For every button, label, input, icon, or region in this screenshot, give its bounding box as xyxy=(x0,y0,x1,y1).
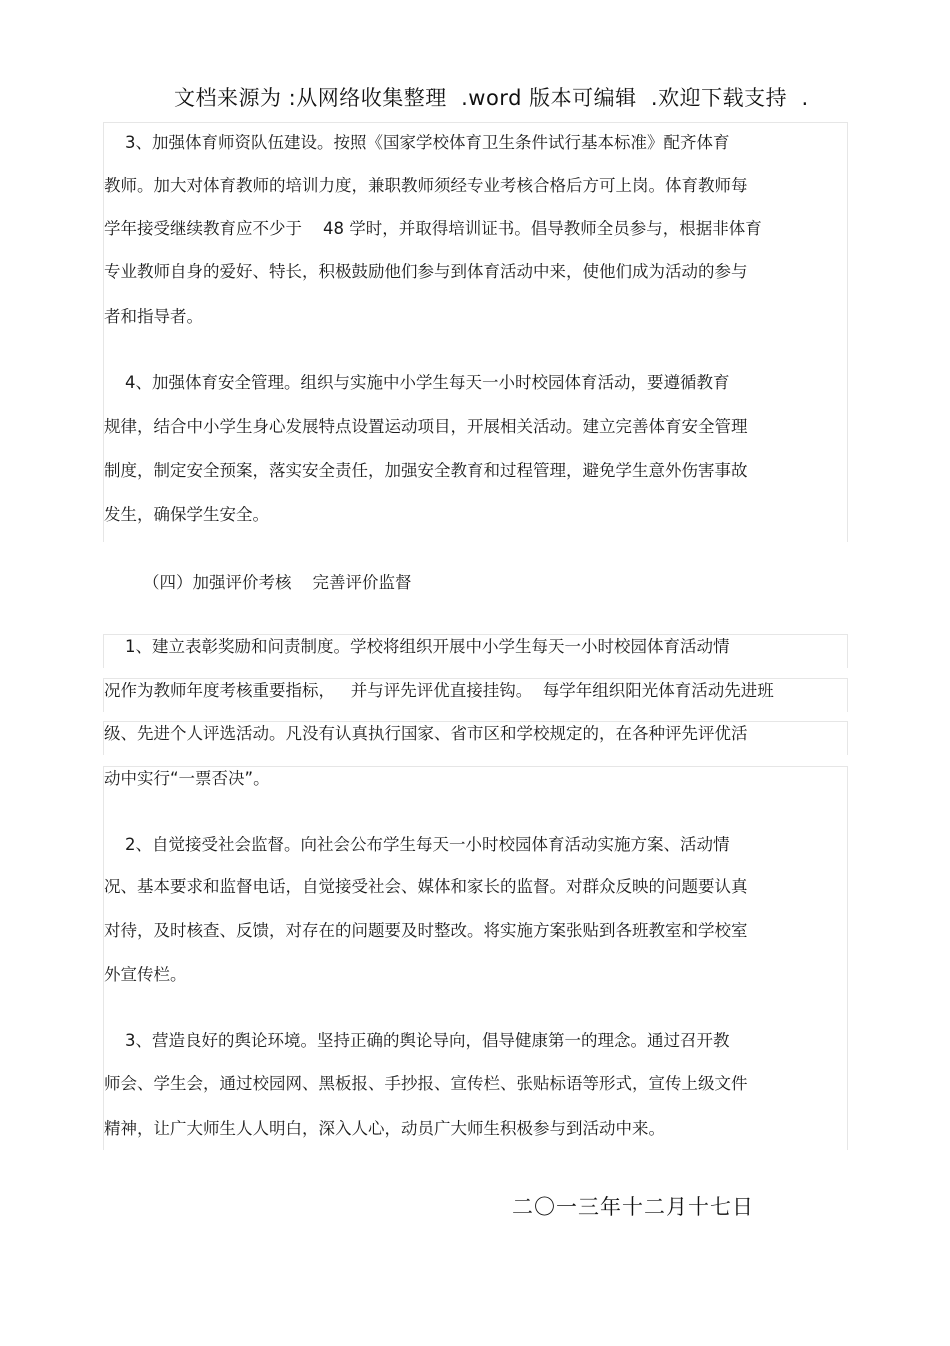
paragraph-line: 教师。加大对体育教师的培训力度，兼职教师须经专业考核合格后方可上岗。体育教师每 xyxy=(104,176,748,195)
paragraph-line: 师会、学生会，通过校园网、黑板报、手抄报、宣传栏、张贴标语等形式，宣传上级文件 xyxy=(104,1074,748,1093)
paragraph-line: 规律，结合中小学生身心发展特点设置运动项目，开展相关活动。建立完善体育安全管理 xyxy=(104,417,748,436)
paragraph-line: 精神，让广大师生人人明白，深入人心，动员广大师生积极参与到活动中来。 xyxy=(104,1119,665,1138)
paragraph-line: 级、先进个人评选活动。凡没有认真执行国家、省市区和学校规定的，在各种评先评优活 xyxy=(104,724,748,743)
section-reward-system-cont xyxy=(103,721,848,755)
paragraph-line: 学年接受继续教育应不少于 48 学时，并取得培训证书。倡导教师全员参与，根据非体育 xyxy=(104,219,762,238)
paragraph-line: 3、营造良好的舆论环境。坚持正确的舆论导向，倡导健康第一的理念。通过召开教 xyxy=(104,1031,730,1050)
section-reward-system-cont xyxy=(103,678,848,712)
paragraph-line: 况作为教师年度考核重要指标， 并与评先评优直接挂钩。 每学年组织阳光体育活动先进班 xyxy=(104,681,774,700)
section-reward-system xyxy=(103,634,848,668)
paragraph-line: 专业教师自身的爱好、特长，积极鼓励他们参与到体育活动中来，使他们成为活动的参与 xyxy=(104,262,748,281)
paragraph-line: 3、加强体育师资队伍建设。按照《国家学校体育卫生条件试行基本标准》配齐体育 xyxy=(104,133,730,152)
paragraph-line: 1、建立表彰奖励和问责制度。学校将组织开展中小学生每天一小时校园体育活动情 xyxy=(104,637,730,656)
section-supervision xyxy=(103,766,848,1150)
section-heading: （四）加强评价考核 完善评价监督 xyxy=(143,573,412,592)
paragraph-line: 者和指导者。 xyxy=(104,307,203,326)
paragraph-line: 4、加强体育安全管理。组织与实施中小学生每天一小时校园体育活动，要遵循教育 xyxy=(104,373,730,392)
paragraph-line: 发生，确保学生安全。 xyxy=(104,505,269,524)
section-teacher-team xyxy=(103,122,848,542)
paragraph-line: 制度，制定安全预案，落实安全责任，加强安全教育和过程管理，避免学生意外伤害事故 xyxy=(104,461,748,480)
page-header: 文档来源为 :从网络收集整理 .word 版本可编辑 .欢迎下载支持 . xyxy=(174,86,809,110)
paragraph-line: 对待，及时核查、反馈，对存在的问题要及时整改。将实施方案张贴到各班教室和学校室 xyxy=(104,921,748,940)
paragraph-line: 动中实行“一票否决”。 xyxy=(104,769,270,788)
paragraph-line: 外宣传栏。 xyxy=(104,965,187,984)
document-date: 二〇一三年十二月十七日 xyxy=(512,1195,754,1219)
paragraph-line: 2、自觉接受社会监督。向社会公布学生每天一小时校园体育活动实施方案、活动情 xyxy=(104,835,730,854)
paragraph-line: 况、基本要求和监督电话，自觉接受社会、媒体和家长的监督。对群众反映的问题要认真 xyxy=(104,877,748,896)
